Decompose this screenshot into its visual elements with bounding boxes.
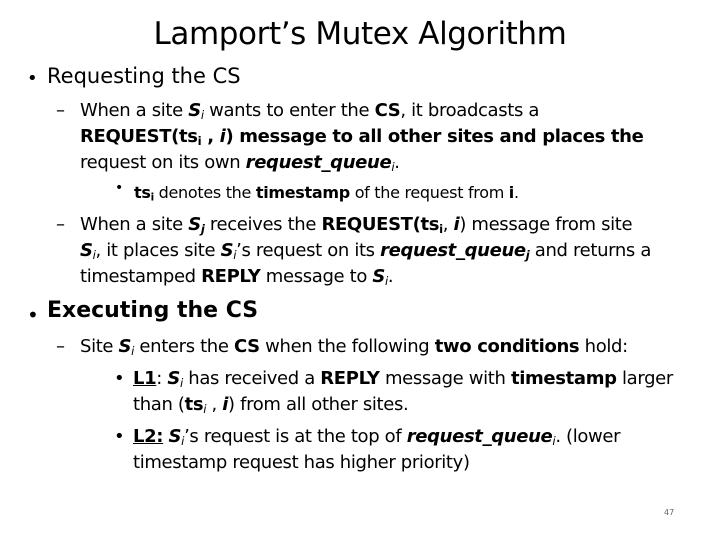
item-dash: –	[56, 214, 65, 235]
timestamp-note: $ts_i$ denotes the timestamp of the request from i.	[134, 183, 519, 204]
item-dash: –	[56, 336, 65, 357]
page-number: 47	[664, 508, 675, 517]
condition-l2-line-1: L2: $S_i’s$ request is at the top of request_queue$_i$. (lower	[133, 426, 621, 448]
request-item-line-2: $REQUEST(ts_i$ , i) message to all other sites and places the	[80, 126, 644, 148]
section-bullet: •	[27, 68, 38, 89]
condition-l2-line-2: timestamp request has higher priority)	[133, 452, 470, 473]
condition-bullet: •	[114, 368, 125, 389]
condition-bullet: •	[114, 426, 125, 447]
receive-item-line-2: $S_i$, it places site $S_i’s$ request on its request_queue$_j$ and returns a	[80, 240, 652, 262]
item-dash: –	[56, 100, 65, 121]
condition-l1-line-2: than ($ts_i$ , i) from all other sites.	[133, 394, 409, 416]
condition-l1-line-1: L1: $S_i$ has received a REPLY message with timestamp larger	[133, 368, 673, 390]
slide-title: Lamport’s Mutex Algorithm	[153, 16, 567, 52]
request-item-line-3: request on its own request_queue$_i$.	[80, 152, 400, 174]
section-bullet: •	[27, 303, 39, 327]
section-heading-executing: Executing the CS	[47, 298, 259, 323]
sub-bullet: •	[115, 180, 124, 196]
section-heading-requesting: Requesting the CS	[47, 64, 241, 88]
request-item-line-1: When a site $S_i$ wants to enter the CS, it broadcasts a	[80, 100, 540, 122]
receive-item-line-3: timestamped REPLY message to $S_i$.	[80, 266, 394, 288]
receive-item-line-1: When a site $S_j$ receives the $REQUEST(ts_i$, i) message from site	[80, 214, 633, 236]
enter-cs-line: Site $S_i$ enters the CS when the following two conditions hold:	[80, 336, 628, 358]
